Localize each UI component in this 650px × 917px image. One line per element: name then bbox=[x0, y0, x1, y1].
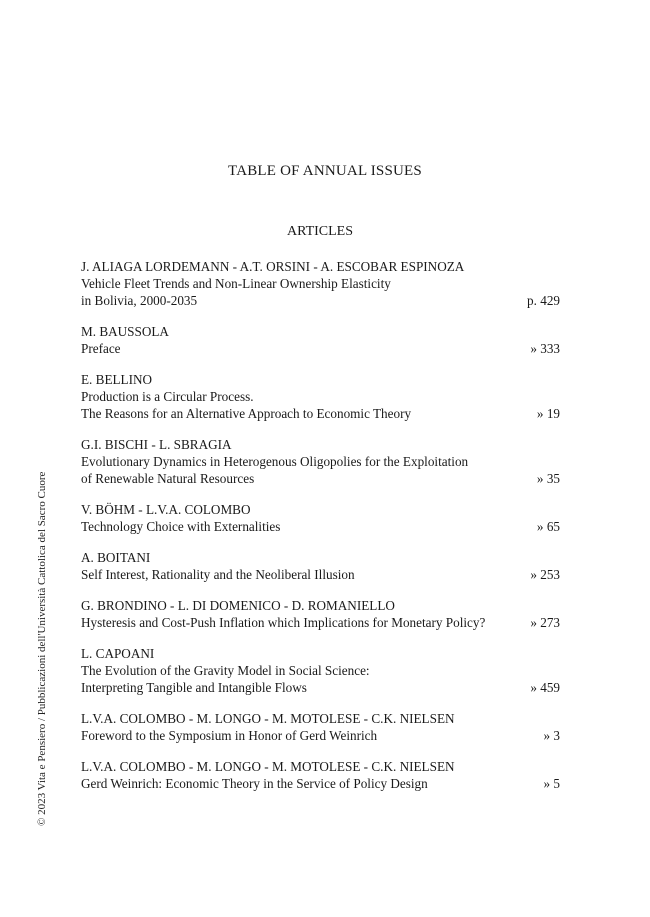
toc-entry bbox=[81, 549, 560, 583]
entry-page-number: » 19 bbox=[536, 406, 560, 421]
entry-title-line: Evolutionary Dynamics in Heterogenous Oligopolies for the Exploitation bbox=[81, 454, 469, 469]
entry-title-line: in Bolivia, 2000-2035 bbox=[81, 293, 198, 308]
toc-entry bbox=[81, 258, 560, 309]
entry-page-number: » 3 bbox=[543, 728, 560, 743]
entry-page-number: » 35 bbox=[536, 471, 560, 486]
entry-title-line: Interpreting Tangible and Intangible Flows bbox=[81, 680, 307, 695]
entry-authors: A. BOITANI bbox=[81, 550, 151, 565]
entry-page-number: p. 429 bbox=[527, 293, 560, 308]
page-title: TABLE OF ANNUAL ISSUES bbox=[228, 163, 422, 179]
entry-authors: J. ALIAGA LORDEMANN - A.T. ORSINI - A. ESCOBAR ESPINOZA bbox=[81, 259, 465, 274]
toc-entry bbox=[81, 758, 560, 792]
entry-page-number: » 333 bbox=[530, 341, 560, 356]
toc-entry bbox=[81, 597, 560, 631]
entry-authors: M. BAUSSOLA bbox=[81, 324, 169, 339]
toc-entry bbox=[81, 371, 560, 422]
toc-entry bbox=[81, 645, 560, 696]
toc-entry bbox=[81, 436, 560, 487]
entry-title-line: The Evolution of the Gravity Model in Social Science: bbox=[81, 663, 370, 678]
entry-authors: G.I. BISCHI - L. SBRAGIA bbox=[81, 437, 232, 452]
toc-entry bbox=[81, 501, 560, 535]
entry-page-number: » 273 bbox=[530, 615, 560, 630]
entry-authors: L. CAPOANI bbox=[81, 646, 155, 661]
entry-page-number: » 459 bbox=[530, 680, 560, 695]
entry-title-line: Foreword to the Symposium in Honor of Gerd Weinrich bbox=[81, 728, 378, 743]
entry-authors: L.V.A. COLOMBO - M. LONGO - M. MOTOLESE - C.K. NIELSEN bbox=[81, 759, 455, 774]
toc-entry bbox=[81, 323, 560, 357]
entry-title-line: The Reasons for an Alternative Approach to Economic Theory bbox=[81, 406, 412, 421]
entry-page-number: » 253 bbox=[530, 567, 560, 582]
entry-title-line: Vehicle Fleet Trends and Non-Linear Ownership Elasticity bbox=[81, 276, 391, 291]
entry-title-line: Production is a Circular Process. bbox=[81, 389, 254, 404]
copyright-side-note: © 2023 Vita e Pensiero / Pubblicazioni dell'Università Cattolica del Sacro Cuore bbox=[36, 471, 48, 826]
entry-page-number: » 5 bbox=[543, 776, 560, 791]
entry-page-number: » 65 bbox=[536, 519, 560, 534]
entry-title-line: Hysteresis and Cost-Push Inflation which Implications for Monetary Policy? bbox=[81, 615, 486, 630]
entry-title-line: Preface bbox=[81, 341, 121, 356]
entry-title-line: of Renewable Natural Resources bbox=[81, 471, 255, 486]
entry-authors: L.V.A. COLOMBO - M. LONGO - M. MOTOLESE - C.K. NIELSEN bbox=[81, 711, 455, 726]
entry-title-line: Gerd Weinrich: Economic Theory in the Service of Policy Design bbox=[81, 776, 428, 791]
entry-authors: V. BÖHM - L.V.A. COLOMBO bbox=[81, 502, 251, 517]
entry-title-line: Self Interest, Rationality and the Neoliberal Illusion bbox=[81, 567, 355, 582]
entry-authors: E. BELLINO bbox=[81, 372, 153, 387]
entry-title-line: Technology Choice with Externalities bbox=[81, 519, 281, 534]
toc-entry bbox=[81, 710, 560, 744]
toc-entries bbox=[81, 258, 560, 806]
section-heading: ARTICLES bbox=[286, 224, 354, 239]
entry-authors: G. BRONDINO - L. DI DOMENICO - D. ROMANIELLO bbox=[81, 598, 395, 613]
